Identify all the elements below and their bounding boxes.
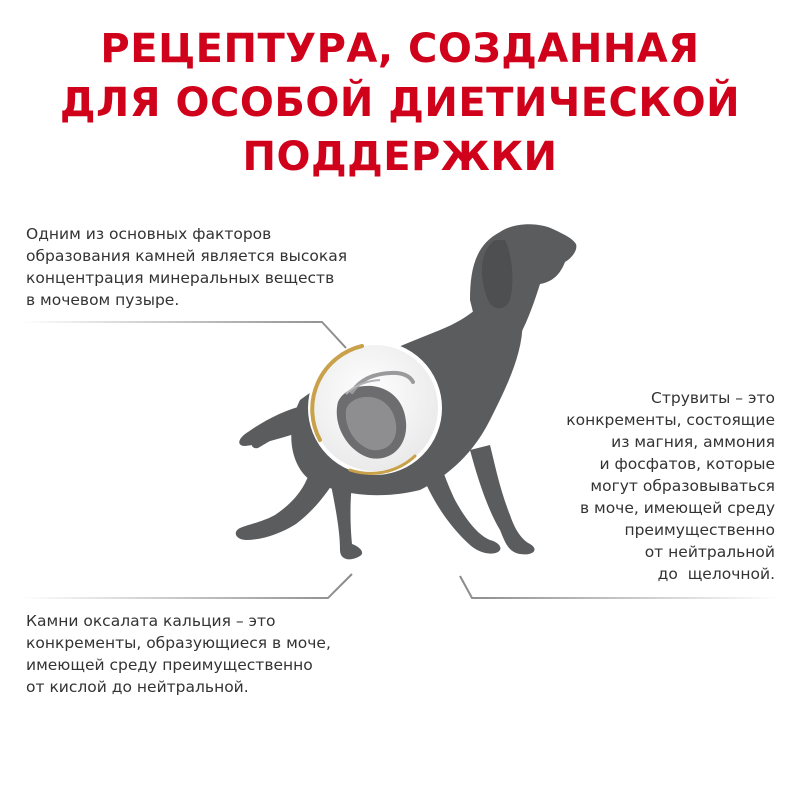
text-line: от кислой до нейтральной. bbox=[26, 678, 249, 696]
text-line: преимущественно bbox=[624, 521, 775, 539]
text-line: в моче, имеющей среду bbox=[579, 499, 775, 517]
headline-line: ДЛЯ ОСОБОЙ ДИЕТИЧЕСКОЙ bbox=[59, 80, 741, 126]
text-line: Камни оксалата кальция – это bbox=[26, 612, 276, 630]
leader-line-stones bbox=[20, 322, 346, 348]
headline-line: ПОДДЕРЖКИ bbox=[242, 134, 558, 180]
text-line: образования камней является высокая bbox=[26, 247, 348, 265]
text-line: могут образовываться bbox=[590, 477, 775, 495]
text-line: имеющей среду преимущественно bbox=[26, 656, 313, 674]
text-line: конкременты, состоящие bbox=[566, 411, 775, 429]
struvite-text bbox=[515, 387, 775, 585]
text-line: Одним из основных факторов bbox=[26, 225, 272, 243]
text-line: концентрация минеральных веществ bbox=[26, 269, 335, 287]
bladder-callout bbox=[310, 343, 440, 473]
stones-factor-text bbox=[26, 223, 406, 311]
leader-line-oxalate bbox=[20, 574, 352, 598]
text-line: до щелочной. bbox=[657, 565, 775, 583]
text-line: от нейтральной bbox=[644, 543, 775, 561]
oxalate-text bbox=[26, 610, 406, 698]
text-line: из магния, аммония bbox=[611, 433, 775, 451]
text-line: Струвиты – это bbox=[651, 389, 775, 407]
text-line: в мочевом пузыре. bbox=[26, 291, 180, 309]
text-line: и фосфатов, которые bbox=[599, 455, 775, 473]
text-line: конкременты, образующиеся в моче, bbox=[26, 634, 331, 652]
headline-line: РЕЦЕПТУРА, СОЗДАННАЯ bbox=[100, 26, 700, 72]
